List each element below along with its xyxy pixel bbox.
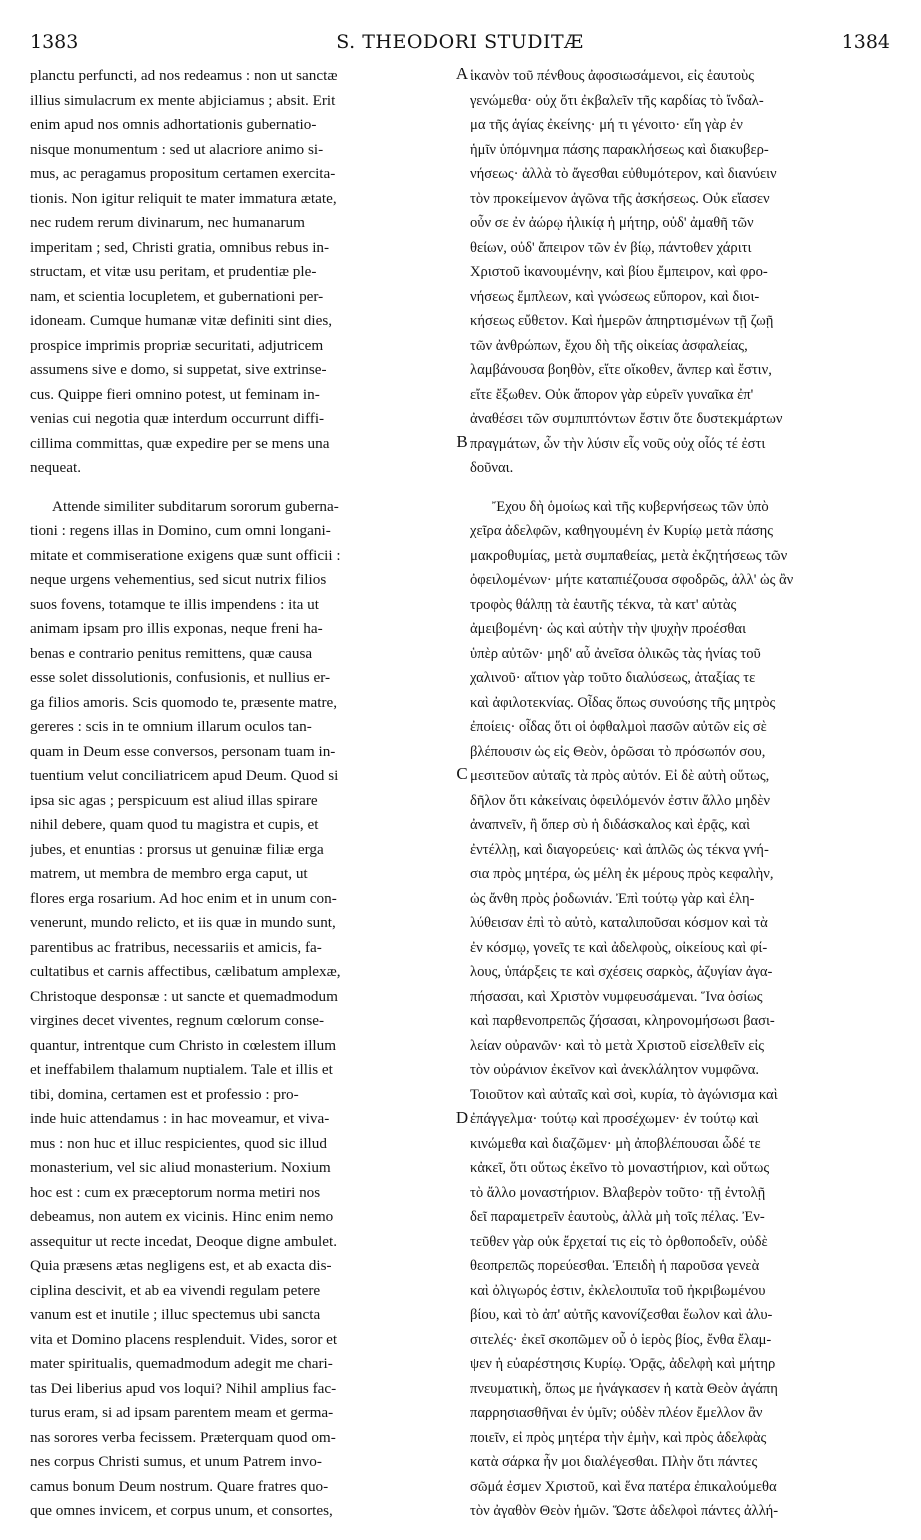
latin-text-line: illius simulacrum ex mente abjiciamus ; absit. Erit: [30, 91, 336, 109]
greek-text-line: λους, ὑπάρξεις τε καὶ σχέσεις σαρκὸς, ἀζυγίαν ἀγα-: [470, 964, 773, 980]
greek-text-line: ὡς ἄνθη πρὸς ῥοδωνιάν. Ἐπὶ τούτῳ γὰρ καὶ ἐλη-: [470, 890, 755, 907]
greek-text-line: βλέπουσιν ὡς εἰς Θεὸν, ὁρῶσαι τὸ πρόσωπόν σου,: [470, 743, 766, 760]
latin-text-line: prospice imprimis propriæ securitati, adjutricem: [30, 336, 324, 354]
latin-text-line: parentibus ac fratribus, necessariis et amicis, fa-: [30, 938, 322, 956]
latin-text-line: assumens sive e domo, si suppetat, sive extrinse-: [30, 361, 327, 378]
latin-text-line: Attende similiter subditarum sororum guberna-: [52, 497, 339, 515]
greek-text-line: τὸν οὐράνιον ἐκεῖνον καὶ ἀνεκλάλητον νυμφῶνα.: [470, 1062, 760, 1078]
latin-text-line: tas Dei liberius apud vos loqui? Nihil amplius fac-: [30, 1379, 337, 1397]
paragraph-gap: [470, 481, 890, 495]
latin-text-line: venias cui negotia quæ interdum occurrunt diffi-: [30, 410, 325, 427]
greek-paragraph: [470, 64, 890, 481]
latin-text-line: suos fovens, totamque te illis impendens : ita ut: [30, 595, 319, 613]
greek-text-line: χεῖρα ἀδελφῶν, καθηγουμένη ἐν Κυρίῳ μετὰ πάσης: [470, 523, 774, 539]
greek-text-line: θεοπρεπῶς πορεύεσθαι. Ἐπειδὴ ἡ παροῦσα γενεὰ: [470, 1258, 760, 1274]
latin-text-line: cillima committas, quæ expedire per se mens una: [30, 434, 330, 452]
greek-text-line: Ἔχου δὴ ὁμοίως καὶ τῆς κυβερνήσεως τῶν ὑπὸ: [492, 498, 769, 515]
latin-text-line: nequeat.: [30, 459, 82, 476]
latin-text-line: ciplina descivit, et ab ea vivendi regulam petere: [30, 1281, 321, 1299]
latin-text-line: quam in Deum esse conversos, personam tuam in-: [30, 742, 336, 760]
latin-text-line: debeamus, non autem ex vicinis. Hinc enim nemo: [30, 1208, 334, 1225]
latin-text-line: que omnes invicem, et corpus unum, et consortes,: [30, 1502, 333, 1519]
latin-text-line: tuentium velut conciliatricem apud Deum. Quod si: [30, 767, 339, 784]
latin-text-line: Christoque desponsæ : ut sancte et quemadmodum: [30, 987, 338, 1005]
greek-text-line: δῆλον ὅτι κἀκείναις ὀφειλόμενόν ἐστιν ἄλλο μηδὲν: [470, 792, 770, 809]
greek-text-line: βίου, καὶ τὸ ἀπ' αὐτῆς κανονίζεσθαι ἕωλον καὶ ἀλυ-: [470, 1307, 773, 1323]
margin-marker-d: D: [455, 1108, 469, 1127]
greek-text-line: πήσασαι, καὶ Χριστὸν νυμφευσάμεναι. Ἵνα ὁσίως: [470, 988, 763, 1005]
latin-text-line: turus eram, si ad ipsam parentem meam et germa-: [30, 1404, 334, 1421]
greek-text-line: ἱκανὸν τοῦ πένθους ἀφοσιωσάμενοι, εἰς ἑαυτοὺς: [470, 68, 755, 84]
latin-text-line: venerunt, mundo relicto, et iis quæ in mundo sunt,: [30, 914, 336, 931]
greek-text-line: σια πρὸς μητέρα, ὡς μέλη ἐκ μέρους πρὸς κεφαλὴν,: [470, 866, 774, 882]
page-number-left: 1383: [30, 31, 79, 53]
greek-column: [470, 64, 890, 1524]
latin-text-line: tibi, domina, certamen est et professio : pro-: [30, 1085, 299, 1103]
latin-text-line: neque urgens vehementius, sed sicut nutrix filios: [30, 571, 327, 588]
greek-text-line: λύθεισαν ἐπὶ τὸ αὐτὸ, καταλιποῦσαι κόσμον καὶ τὰ: [470, 915, 768, 931]
greek-text-line: ἀναθέσει τῶν συμπιπτόντων ἔστιν ὅτε δυστεκμάρτων: [470, 411, 783, 427]
latin-text-line: vanum est et inutile ; illuc spectemus ubi sancta: [30, 1306, 321, 1323]
greek-text-line: τεῦθεν γὰρ οὐκ ἔρχεταί τις εἰς τὸ ὀρθοποδεῖν, οὐδὲ: [470, 1233, 768, 1250]
latin-text-line: cultatibus et carnis affectibus, cælibatum amplexæ,: [30, 963, 341, 980]
greek-text-line: νήσεως ἔμπλεων, καὶ γνώσεως εὔπορον, καὶ διοι-: [470, 288, 760, 305]
latin-text-line: enim apud nos omnis adhortationis gubernatio-: [30, 116, 317, 133]
greek-text-line: γενώμεθα· οὐχ ὅτι ἐκβαλεῖν τῆς καρδίας τὸ ἴνδαλ-: [470, 92, 764, 109]
latin-text-line: animam ipsam pro illis exponas, neque freni ha-: [30, 620, 323, 637]
running-title: S. THEODORI STUDITÆ: [336, 31, 584, 53]
greek-text-line: νήσεως· ἀλλὰ τὸ ἄγεσθαι εὐθυμότερον, καὶ διανύειν: [470, 166, 777, 182]
latin-text-line: structam, et vitæ usu peritam, et prudentiæ ple-: [30, 263, 317, 280]
greek-text-line: ψεν ἡ εὐαρέστησις Κυρίῳ. Ὁρᾷς, ἀδελφὴ καὶ μήτηρ: [470, 1356, 776, 1372]
greek-text-line: κατὰ σάρκα ἦν μοι διαλέγεσθαι. Πλὴν ὅτι πάντες: [470, 1454, 758, 1470]
latin-text-line: assequitur ut recte incedat, Deoque digne ambulet.: [30, 1232, 338, 1250]
greek-text-line: δοῦναι.: [470, 460, 514, 476]
latin-text-line: mater spiritualis, quemadmodum adegit me chari-: [30, 1355, 333, 1372]
latin-text-line: idoneam. Cumque humanæ vitæ definiti sint dies,: [30, 312, 333, 329]
greek-text-line: τὸν ἀγαθὸν Θεὸν ἡμῶν. Ὥστε ἀδελφοὶ πάντες ἀλλή-: [470, 1503, 779, 1519]
greek-text-line: θείων, οὐδ' ἄπειρον τῶν ἐν βίῳ, πάντοθεν χάριτι: [470, 239, 752, 256]
margin-marker-a: A: [455, 64, 469, 83]
greek-text-line: τῶν ἀνθρώπων, ἔχου δὴ τῆς οἰκείας ἀσφαλείας,: [470, 337, 748, 354]
greek-text-line: καὶ ὀλιγωρός ἐστιν, ἐκλελοιπυῖα τοῦ ἠκριβωμένου: [470, 1282, 766, 1299]
greek-text-line: οὖν σε ἐν ἀώρῳ ἡλικίᾳ ἡ μήτηρ, οὐδ' ἀμαθῆ τῶν: [470, 215, 754, 231]
latin-text-line: monasterium, vel sic aliud monasterium. Noxium: [30, 1159, 331, 1176]
greek-text-line: ἐπάγγελμα· τούτῳ καὶ προσέχωμεν· ἐν τούτῳ καὶ: [470, 1111, 759, 1127]
margin-marker-c: C: [456, 764, 468, 783]
greek-text-line: ὀφειλομένων· μήτε καταπιέζουσα σφοδρῶς, ἀλλ' ὡς ἂν: [470, 572, 794, 588]
running-header: [30, 31, 890, 61]
latin-text-line: planctu perfuncti, ad nos redeamus : non ut sanctæ: [30, 67, 338, 84]
latin-text-line: hoc est : cum ex præceptorum norma metiri nos: [30, 1183, 321, 1201]
latin-text-line: quantur, intrentque cum Christo in cœlestem illum: [30, 1036, 337, 1054]
greek-text-line: κινώμεθα καὶ διαζῶμεν· μὴ ἀποβλέπουσαι ὧδέ τε: [470, 1135, 761, 1152]
latin-text-line: gereres : scis in te omnium illarum oculos tan-: [30, 718, 312, 735]
latin-paragraph: [30, 495, 455, 1524]
greek-text-line: ὑπὲρ αὐτῶν· μηδ' αὖ ἀνεῖσα ὁλικῶς τὰς ἡνίας τοῦ: [470, 645, 761, 662]
greek-text-line: τὸν προκείμενον ἀγῶνα τῆς ἀσκήσεως. Οὐκ εἴασεν: [470, 190, 770, 207]
greek-text-line: λαμβάνουσα βοηθὸν, εἴτε οἴκοθεν, ἅνπερ καὶ ἔστιν,: [470, 362, 772, 378]
greek-text-line: μα τῆς ἁγίας ἐκείνης· μή τι γένοιτο· εἴη γὰρ ἐν: [470, 117, 743, 133]
greek-text-line: καὶ ἀφιλοτεκνίας. Οἶδας ὅπως συνούσης τῆς μητρὸς: [470, 694, 776, 711]
latin-text-line: Quia præsens ætas negligens est, et ab exacta dis-: [30, 1257, 332, 1274]
greek-text-line: καὶ παρθενοπρεπῶς ζήσασαι, κληρονομήσωσι βασι-: [470, 1013, 775, 1029]
greek-text-line: χαλινοῦ· αἴτιον γὰρ τοῦτο διαλύσεως, ἀταξίας τε: [470, 670, 756, 686]
greek-text-line: μακροθυμίας, μετὰ συμπαθείας, μετὰ ἐκζητήσεως τῶν: [470, 547, 788, 564]
latin-text-line: imperitam ; sed, Christi gratia, omnibus rebus in-: [30, 238, 330, 256]
greek-text-line: ἐποίεις· οἶδας ὅτι οἱ ὀφθαλμοὶ πασῶν αὐτῶν εἰς σὲ: [470, 719, 767, 735]
greek-text-line: πραγμάτων, ὧν τὴν λύσιν εἷς νοῦς οὐχ οἷός τέ ἐστι: [470, 435, 766, 452]
latin-text-line: esse solet dissolutionis, confusionis, et nullius er-: [30, 669, 331, 686]
latin-text-line: cus. Quippe fieri omnino potest, ut feminam in-: [30, 385, 320, 403]
greek-text-line: εἴτε ἔξωθεν. Οὐκ ἄπορον γὰρ εὑρεῖν γυναῖκα ἐπ': [470, 386, 754, 403]
latin-text-line: mitate et commiseratione exigens quæ sunt officii :: [30, 546, 341, 564]
latin-text-line: et ineffabilem thalamum nuptialem. Tale et illis et: [30, 1061, 333, 1078]
latin-text-line: nes corpus Christi sumus, et unum Patrem invo-: [30, 1453, 322, 1470]
latin-text-line: nec rudem rerum divinarum, nec humanarum: [30, 214, 305, 231]
greek-text-line: ἀναπνεῖν, ἢ ὅπερ σὺ ἡ διδάσκαλος καὶ ἐρᾷς, καὶ: [470, 817, 751, 833]
latin-text-line: nisque monumentum : sed ut alacriore animo si-: [30, 140, 324, 158]
latin-text-line: nam, et scientia locupletem, et gubernationi per-: [30, 287, 324, 305]
latin-text-line: ga filios amoris. Scis quomodo te, præsente matre,: [30, 693, 338, 711]
greek-text-line: ἀμειβομένη· ὡς καὶ αὐτὴν τὴν ψυχὴν προέσθαι: [470, 621, 746, 637]
latin-text-line: inde huic attendamus : in hac moveamur, et viva-: [30, 1110, 330, 1127]
greek-text-line: τὸ ἄλλο μοναστήριον. Βλαβερὸν τοῦτο· τῇ ἐντολῇ: [470, 1184, 766, 1201]
latin-column: [30, 64, 455, 1524]
latin-text-line: nihil debere, quam quod tu magistra et cupis, et: [30, 816, 319, 833]
latin-text-line: ipsa sic agas ; perspicuum est aliud illas spirare: [30, 791, 318, 809]
greek-text-line: ἐντέλλῃ, καὶ διαγορεύεις· καὶ ἁπλῶς ὡς τέκνα γνή-: [470, 841, 769, 858]
greek-text-line: τροφὸς θάλπῃ τὰ ἑαυτῆς τέκνα, τὰ κατ' αὐτὰς: [470, 596, 737, 613]
latin-text-line: camus bonum Deum nostrum. Quare fratres quo-: [30, 1477, 329, 1495]
greek-text-line: κἀκεῖ, ὅτι οὕτως ἐκεῖνο τὸ μοναστήριον, καὶ οὕτως: [470, 1160, 770, 1176]
latin-text-line: mus, ac peragamus propositum certamen exercita-: [30, 165, 336, 182]
latin-text-line: virgines decet viventes, regnum cœlorum conse-: [30, 1012, 325, 1029]
greek-text-line: ἐν κόσμῳ, γονεῖς τε καὶ ἀδελφοὺς, οἰκείους καὶ φί-: [470, 939, 768, 956]
latin-text-line: matrem, ut membra de membro erga caput, ut: [30, 865, 308, 882]
latin-text-line: vita et Domino placens resplenduit. Vides, soror et: [30, 1330, 338, 1348]
paragraph-gap: [30, 481, 455, 495]
latin-text-line: jubes, et enuntias : prorsus ut genuinæ filiæ erga: [30, 840, 324, 858]
greek-text-line: πνευματικὴ, ὅπως με ἠνάγκασεν ἡ κατὰ Θεὸν ἀγάπη: [470, 1380, 778, 1397]
latin-text-line: mus : non huc et illuc respicientes, quod sic illud: [30, 1134, 327, 1152]
greek-text-line: λείαν οὐρανῶν· καὶ τὸ μετὰ Χριστοῦ εἰσελθεῖν εἰς: [470, 1037, 765, 1054]
margin-marker-b: B: [456, 432, 468, 451]
latin-text-line: tionis. Non igitur reliquit te mater immatura ætate,: [30, 189, 337, 207]
latin-text-line: flores erga rosarium. Ad hoc enim et in unum con-: [30, 889, 337, 907]
greek-text-line: δεῖ παραμετρεῖν ἑαυτοὺς, ἀλλὰ μὴ τοῖς πέλας. Ἐν-: [470, 1209, 765, 1225]
greek-paragraph: [470, 495, 890, 1524]
greek-text-line: κήσεως εὔθετον. Καὶ ἡμερῶν ἀπηρτισμένων τῇ ζωῇ: [470, 313, 774, 329]
latin-text-line: tioni : regens illas in Domino, cum omni longani-: [30, 522, 331, 539]
latin-text-line: nas sorores verba fecissem. Præterquam quod om-: [30, 1428, 336, 1446]
latin-text-line: benas e contrario penitus remittens, quæ causa: [30, 644, 313, 662]
greek-text-line: Χριστοῦ ἱκανουμένην, καὶ βίου ἔμπειρον, καὶ φρο-: [470, 264, 768, 280]
greek-text-line: ἡμῖν ὑπόμνημα πάσης παρακλήσεως καὶ διακυβερ-: [470, 141, 769, 158]
greek-text-line: σιτελές· ἐκεῖ σκοπῶμεν οὗ ὁ ἱερὸς βίος, ἔνθα ἔλαμ-: [470, 1331, 772, 1348]
greek-text-line: Τοιοῦτον καὶ αὐταῖς καὶ σοὶ, κυρία, τὸ ἀγώνισμα καὶ: [470, 1086, 778, 1103]
greek-text-line: ποιεῖν, εἰ πρὸς μητέρα τὴν ἐμὴν, καὶ πρὸς ἀδελφὰς: [470, 1429, 767, 1446]
greek-text-line: σῶμά ἐσμεν Χριστοῦ, καὶ ἕνα πατέρα ἐπικαλούμεθα: [470, 1478, 777, 1495]
greek-text-line: μεσιτεῦον αὐταῖς τὰ πρὸς αὐτόν. Εἰ δὲ αὐτὴ οὕτως,: [470, 768, 770, 784]
page-number-right: 1384: [841, 31, 890, 53]
greek-text-line: παρρησιασθῆναι ἐν ὑμῖν; οὐδὲν πλέον ἔμελλον ἂν: [470, 1405, 763, 1421]
latin-paragraph: [30, 64, 455, 481]
